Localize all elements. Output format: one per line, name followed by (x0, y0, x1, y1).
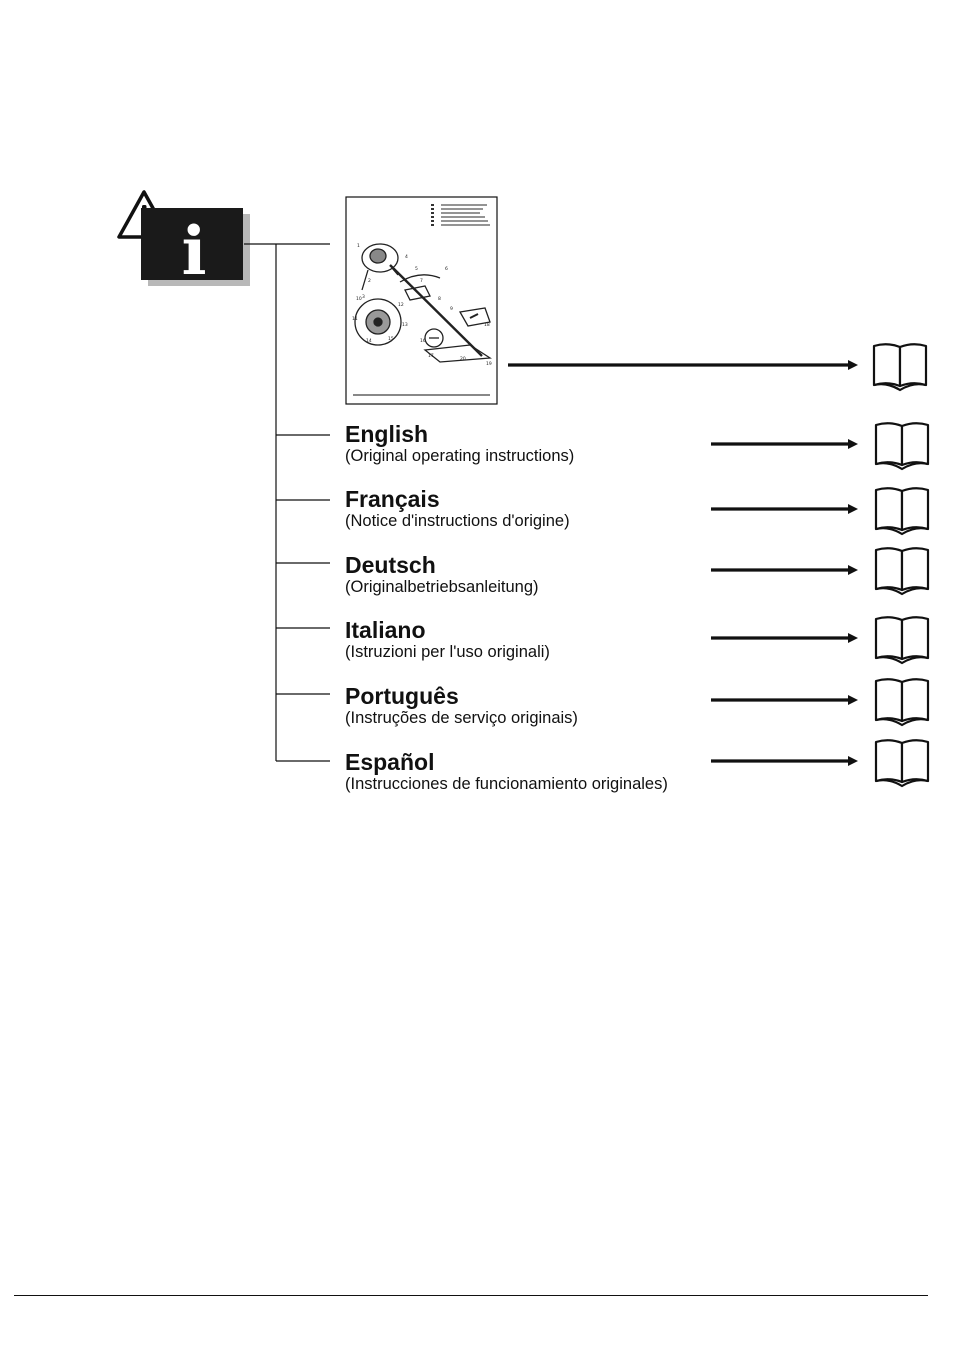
svg-text:18: 18 (484, 323, 490, 328)
language-entry-french (345, 487, 570, 531)
open-book-icon (876, 740, 928, 786)
language-name: Français (345, 486, 440, 512)
footer-rule (14, 1295, 928, 1296)
svg-text:7: 7 (420, 279, 423, 284)
language-entry-portuguese (345, 684, 578, 728)
language-subtitle: (Originalbetriebsanleitung) (345, 578, 539, 596)
language-entry-spanish (345, 750, 668, 794)
language-name: Español (345, 749, 435, 775)
svg-text:11: 11 (352, 317, 358, 322)
svg-text:6: 6 (445, 267, 448, 272)
language-subtitle: (Original operating instructions) (345, 447, 575, 465)
language-name: English (345, 421, 429, 447)
open-book-icon (876, 617, 928, 663)
language-name: Português (345, 683, 459, 709)
tree-connectors (244, 244, 330, 761)
svg-text:20: 20 (460, 357, 466, 362)
language-subtitle: (Instruções de serviço originais) (345, 709, 578, 727)
language-name: Italiano (345, 617, 426, 643)
svg-text:3: 3 (362, 295, 365, 300)
svg-text:9: 9 (450, 307, 453, 312)
svg-text:12: 12 (398, 303, 404, 308)
language-entry-german (345, 553, 539, 597)
language-subtitle: (Instrucciones de funcionamiento originales) (345, 775, 668, 793)
open-book-icon (876, 423, 928, 469)
svg-text:19: 19 (486, 362, 492, 367)
open-book-icon (876, 488, 928, 534)
language-subtitle: (Notice d'instructions d'origine) (345, 512, 570, 530)
language-name: Deutsch (345, 552, 436, 578)
language-entry-italian (345, 618, 550, 662)
svg-text:4: 4 (405, 255, 408, 260)
manual-cover-thumbnail (346, 197, 497, 404)
open-book-icon (876, 548, 928, 594)
book-icons (874, 344, 928, 786)
language-entry-english (345, 422, 574, 466)
svg-text:2: 2 (368, 279, 371, 284)
svg-text:16: 16 (420, 339, 426, 344)
svg-text:i: i (181, 212, 207, 290)
open-book-icon (874, 344, 926, 390)
svg-text:1: 1 (357, 244, 360, 249)
svg-text:8: 8 (438, 297, 441, 302)
svg-text:17: 17 (428, 354, 434, 359)
svg-text:13: 13 (402, 323, 408, 328)
svg-text:10: 10 (356, 297, 362, 302)
svg-text:5: 5 (415, 267, 418, 272)
open-book-icon (876, 679, 928, 725)
language-subtitle: (Istruzioni per l'uso originali) (345, 643, 550, 661)
svg-text:14: 14 (366, 339, 372, 344)
svg-text:15: 15 (388, 337, 394, 342)
